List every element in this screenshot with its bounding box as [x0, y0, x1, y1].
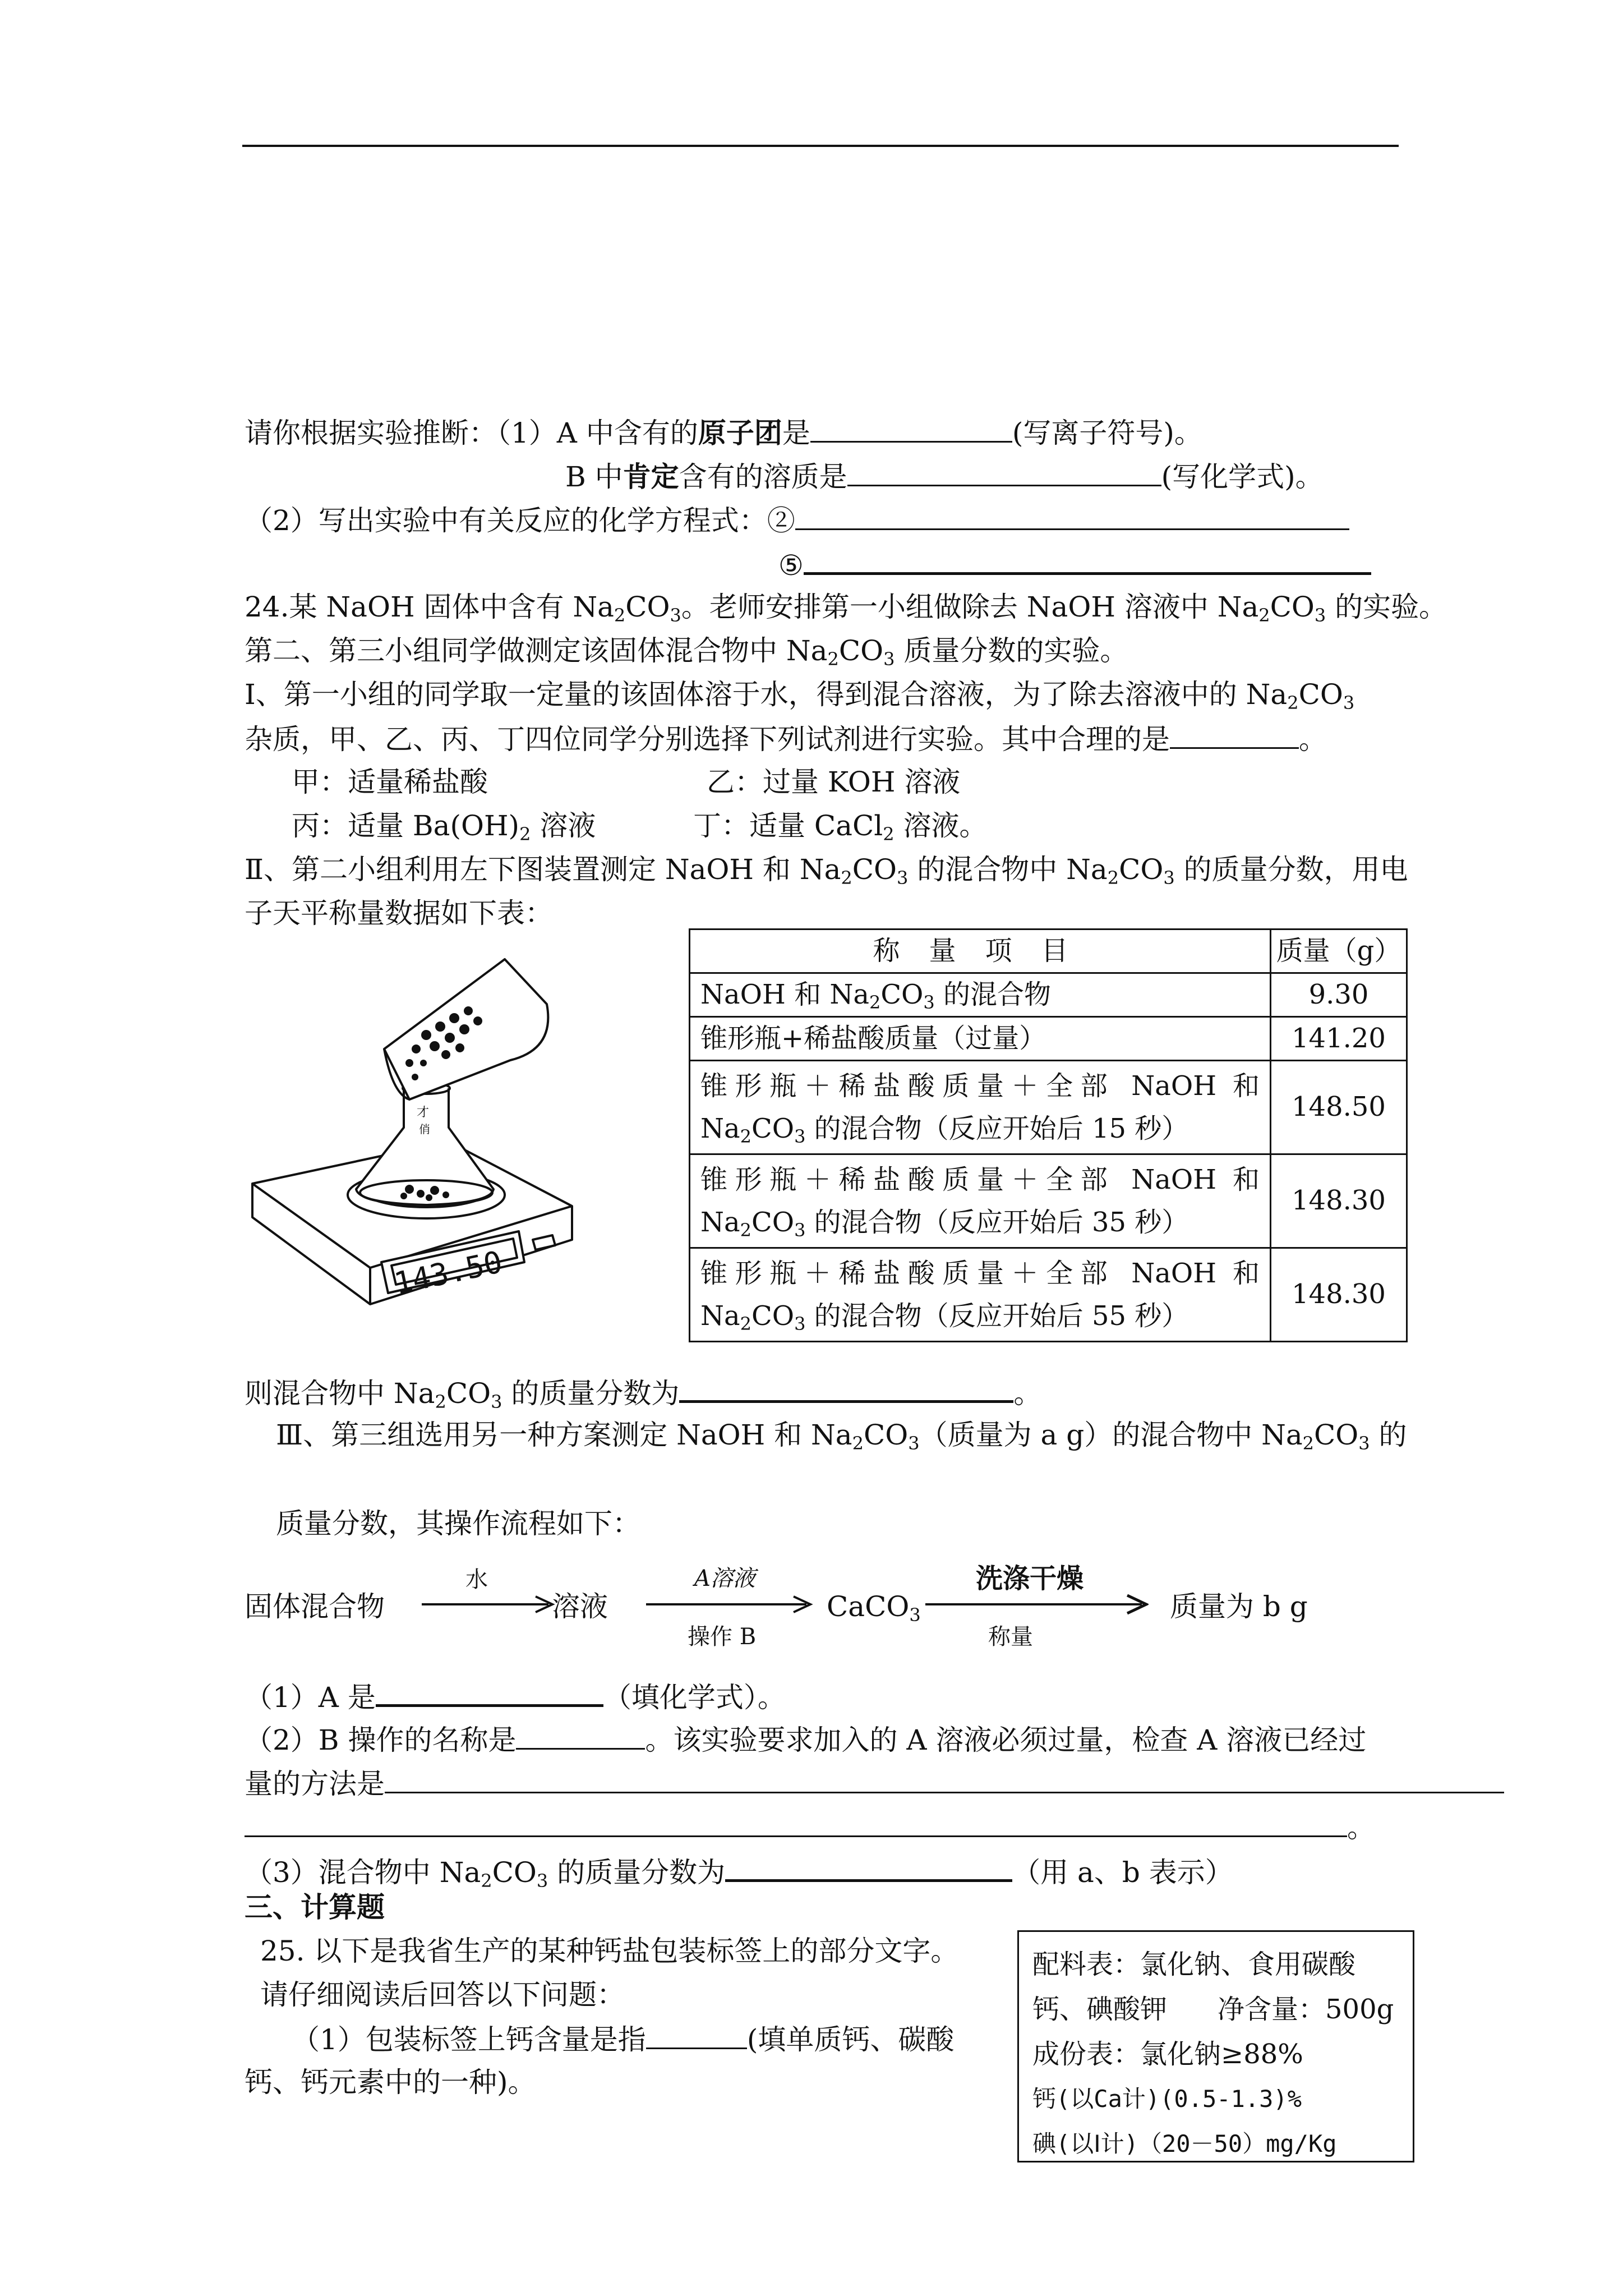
table-cell: 锥形瓶+稀盐酸质量（过量）	[690, 1017, 1271, 1061]
answer-blank[interactable]	[847, 459, 1161, 486]
balance-illustration	[241, 948, 578, 1335]
q23-line-4: ⑤	[778, 546, 1371, 582]
option-yi: 乙：过量 KOH 溶液	[707, 766, 961, 798]
q24-part3-q2-line-2: 量的方法是	[245, 1766, 1504, 1801]
answer-blank[interactable]	[385, 1766, 1504, 1793]
table-row	[690, 1248, 1407, 1342]
q25-line-3: （1）包装标签上钙含量是指 (填单质钙、碳酸	[292, 2022, 954, 2056]
label-line: 配料表：氯化钠、食用碳酸	[1032, 1949, 1356, 1980]
option-bing: 丙：适量 $Ba(OH)_2$ 溶液	[292, 809, 596, 845]
q24-part2-result: 则混合物中 $Na_2CO_3$ 的质量分数为 。	[245, 1374, 1041, 1410]
table-cell: 锥形瓶＋稀盐酸质量＋全部 NaOH 和 $Na_2CO_3$ 的混合物（反应开始后 35 秒）	[690, 1154, 1271, 1248]
table-cell: 148.30	[1271, 1154, 1407, 1248]
q23-line-1: 请你根据实验推断：（1）A 中含有的原子团是 (写离子符号)。	[245, 416, 1202, 449]
q25-line-4: 钙、钙元素中的一种)。	[245, 2066, 536, 2099]
q24-part1-line-1: Ⅰ、第一小组的同学取一定量的该固体溶于水，得到混合溶液，为了除去溶液中的 $Na_2CO_3$	[245, 678, 1355, 714]
flow-arrow-2-label: A溶液	[694, 1566, 755, 1591]
q24-part1-line-2: 杂质，甲、乙、丙、丁四位同学分别选择下列试剂进行实验。其中合理的是 。	[245, 721, 1327, 756]
table-header-mass: 质量（g）	[1271, 930, 1407, 973]
table-row	[690, 973, 1407, 1017]
package-label	[1017, 1930, 1414, 2162]
answer-blank[interactable]	[516, 1722, 645, 1750]
table-row	[690, 1061, 1407, 1154]
flow-arrow-3-sublabel: 称量	[988, 1624, 1033, 1650]
q24-part2-line-1: Ⅱ、第二小组利用左下图装置测定 NaOH 和 $Na_2CO_3$ 的混合物中 $Na_2CO_3$ 的质量分数，用电	[245, 853, 1408, 889]
flow-step-3: CaCO$_3$	[827, 1590, 921, 1626]
balance-display: 143.50	[391, 1244, 506, 1302]
answer-blank[interactable]	[804, 546, 1371, 575]
option-ding: 丁：适量 CaCl$_2$ 溶液。	[693, 809, 988, 845]
q24-part3-line-2: 质量分数，其操作流程如下：	[276, 1507, 640, 1540]
table-cell: 148.30	[1271, 1248, 1407, 1342]
flow-arrow-1	[421, 1571, 555, 1616]
answer-blank[interactable]	[1170, 721, 1299, 749]
flow-step-2: 溶液	[552, 1590, 608, 1623]
table-header-item: 称量项目	[690, 930, 1271, 973]
svg-text:才: 才	[417, 1106, 430, 1120]
label-line: 钙(以Ca计)(0.5-1.3)%	[1032, 2085, 1302, 2113]
q24-part3-q3: （3）混合物中 $Na_2CO_3$ 的质量分数为 （用 a、b 表示）	[245, 1853, 1233, 1889]
q24-part3-q1: （1）A 是 （填化学式）。	[245, 1678, 786, 1714]
table-row	[690, 1154, 1407, 1248]
q24-part3-line-1: Ⅲ、第三组选用另一种方案测定 NaOH 和 $Na_2CO_3$（质量为 a g）的混合物中 $Na_2CO_3$ 的	[276, 1419, 1407, 1454]
header-rule	[242, 145, 1399, 147]
table-cell: 141.20	[1271, 1017, 1407, 1061]
svg-text:俏: 俏	[419, 1122, 430, 1136]
table-cell: NaOH 和 $Na_2CO_3$ 的混合物	[690, 973, 1271, 1017]
table-cell: 9.30	[1271, 973, 1407, 1017]
q23-line-3: （2）写出实验中有关反应的化学方程式：②	[245, 503, 1349, 537]
q24-part3-q2-line-3: 。	[245, 1810, 1375, 1844]
label-line: 成份表：氯化钠≥88%	[1032, 2039, 1303, 2070]
flow-arrow-3-label: 洗涤干燥	[976, 1563, 1084, 1594]
table-row	[690, 1017, 1407, 1061]
q25-line-1: 25. 以下是我省生产的某种钙盐包装标签上的部分文字。	[260, 1935, 959, 1967]
answer-blank[interactable]	[810, 415, 1012, 443]
label-line: 钙、碘酸钾 净含量：500g	[1032, 1994, 1394, 2025]
table-cell: 锥形瓶＋稀盐酸质量＋全部 NaOH 和 $Na_2CO_3$ 的混合物（反应开始后 15 秒）	[690, 1061, 1271, 1154]
answer-blank[interactable]	[679, 1374, 1013, 1403]
answer-blank[interactable]	[245, 1810, 1347, 1837]
q24-part3-q2-line-1: （2）B 操作的名称是 。该实验要求加入的 A 溶液必须过量，检查 A 溶液已经过	[245, 1722, 1366, 1757]
q25-line-2: 请仔细阅读后回答以下问题：	[260, 1978, 625, 2011]
answer-blank[interactable]	[376, 1678, 603, 1707]
section-heading: 三、计算题	[245, 1890, 385, 1924]
weighing-table	[689, 928, 1408, 1342]
table-cell: 148.50	[1271, 1061, 1407, 1154]
flow-arrow-2-sublabel: 操作 B	[688, 1624, 757, 1650]
table-cell: 锥形瓶＋稀盐酸质量＋全部 NaOH 和 $Na_2CO_3$ 的混合物（反应开始后 55 秒）	[690, 1248, 1271, 1342]
q24-part2-line-2: 子天平称量数据如下表：	[245, 897, 553, 930]
q24-intro-1: 24.某 NaOH 固体中含有 $Na_2CO_3$。老师安排第一小组做除去 NaOH 溶液中 $Na_2CO_3$ 的实验。	[245, 591, 1447, 626]
option-jia: 甲：适量稀盐酸	[292, 766, 488, 798]
q24-intro-2: 第二、第三小组同学做测定该固体混合物中 $Na_2CO_3$ 质量分数的实验。	[245, 634, 1128, 670]
answer-blank[interactable]	[795, 503, 1349, 530]
answer-blank[interactable]	[725, 1853, 1012, 1882]
label-line: 碘(以Ⅰ计)（20－50）mg/Kg	[1032, 2130, 1337, 2157]
flow-arrow-1-label: 水	[465, 1567, 488, 1593]
answer-blank[interactable]	[646, 2022, 747, 2049]
flow-start: 固体混合物	[245, 1590, 385, 1623]
flow-end: 质量为 b g	[1170, 1590, 1308, 1623]
q23-line-2: B 中肯定含有的溶质是 (写化学式)。	[565, 460, 1324, 493]
